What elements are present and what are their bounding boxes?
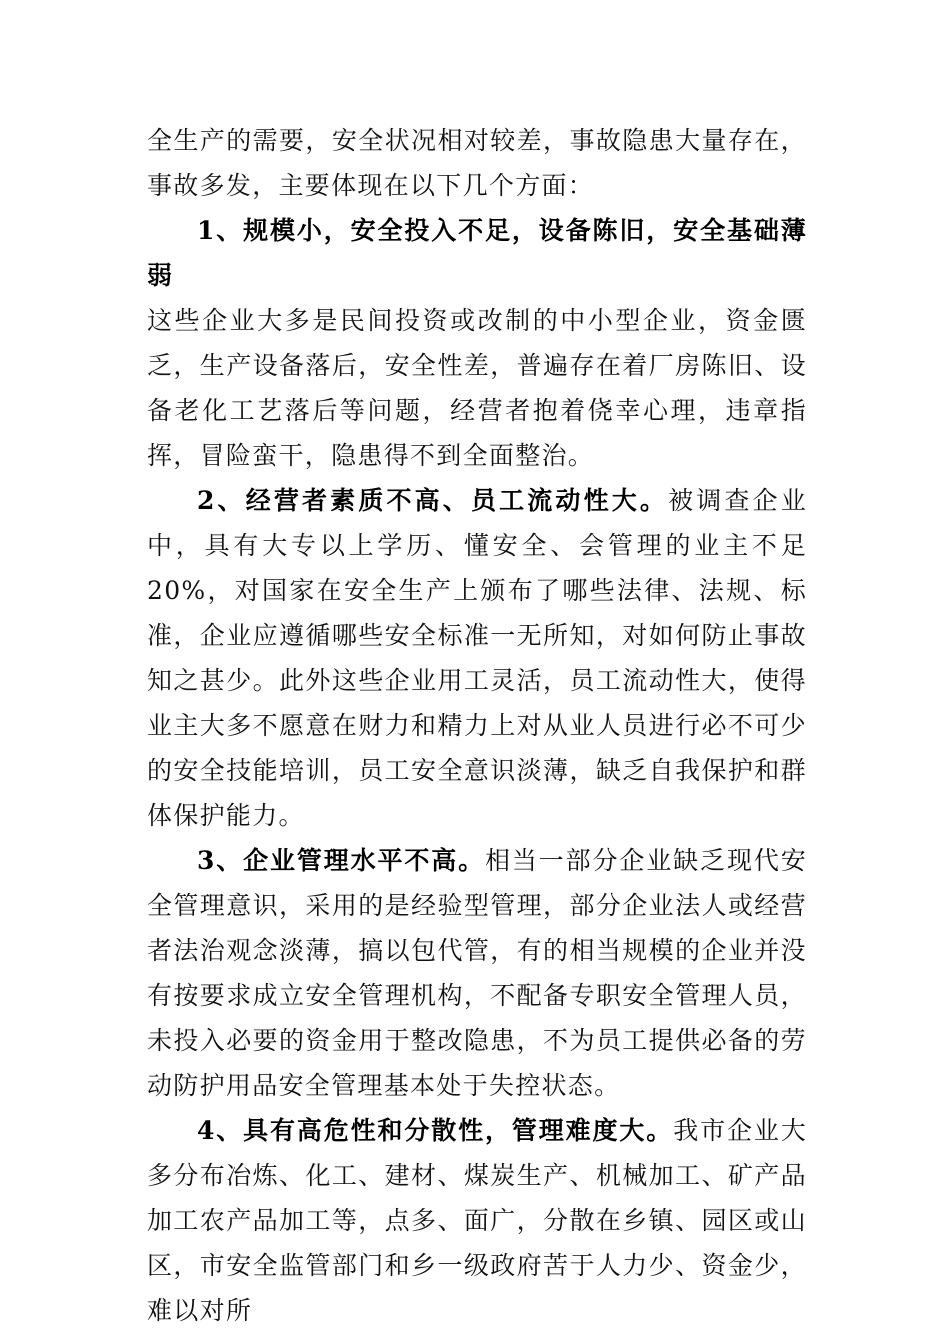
section-3-heading: 3、企业管理水平不高。	[197, 846, 486, 875]
section-1-heading: 1、规模小，安全投入不足，设备陈旧，安全基础薄弱	[147, 216, 807, 290]
document-body	[147, 118, 807, 1333]
section-3-paragraph	[147, 838, 807, 1108]
intro-paragraph: 全生产的需要，安全状况相对较差，事故隐患大量存在，事故多发，主要体现在以下几个方面：	[147, 126, 807, 200]
section-2-paragraph	[147, 478, 807, 838]
section-3-body: 相当一部分企业缺乏现代安全管理意识，采用的是经验型管理，部分企业法人或经营者法治观念淡薄，搞以包代管，有的相当规模的企业并没有按要求成立安全管理机构，不配备专职安全管理人员，未投入必要的资金用于整改隐患，不为员工提供必备的劳动防护用品安全管理基本处于失控状态。	[147, 846, 807, 1100]
section-4-heading: 4、具有高危性和分散性，管理难度大。	[197, 1116, 674, 1145]
section-2-body: 被调查企业中，具有大专以上学历、懂安全、会管理的业主不足20%，对国家在安全生产上颁布了哪些法律、法规、标准，企业应遵循哪些安全标准一无所知，对如何防止事故知之甚少。此外这些企业用工灵活，员工流动性大，使得业主大多不愿意在财力和精力上对从业人员进行必不可少的安全技能培训，员工安全意识淡薄，缺乏自我保护和群体保护能力。	[147, 486, 807, 830]
section-1-body: 这些企业大多是民间投资或改制的中小型企业，资金匮乏，生产设备落后，安全性差，普遍存在着厂房陈旧、设备老化工艺落后等问题，经营者抱着侥幸心理，违章指挥，冒险蛮干，隐患得不到全面整治。	[147, 306, 807, 470]
section-4-paragraph	[147, 1108, 807, 1333]
section-1-heading-paragraph	[147, 208, 807, 298]
section-4-body: 我市企业大多分布冶炼、化工、建材、煤炭生产、机械加工、矿产品加工农产品加工等，点多、面广，分散在乡镇、园区或山区，市安全监管部门和乡一级政府苦于人力少、资金少，难以对所	[147, 1116, 807, 1325]
section-2-heading: 2、经营者素质不高、员工流动性大。	[197, 486, 669, 515]
